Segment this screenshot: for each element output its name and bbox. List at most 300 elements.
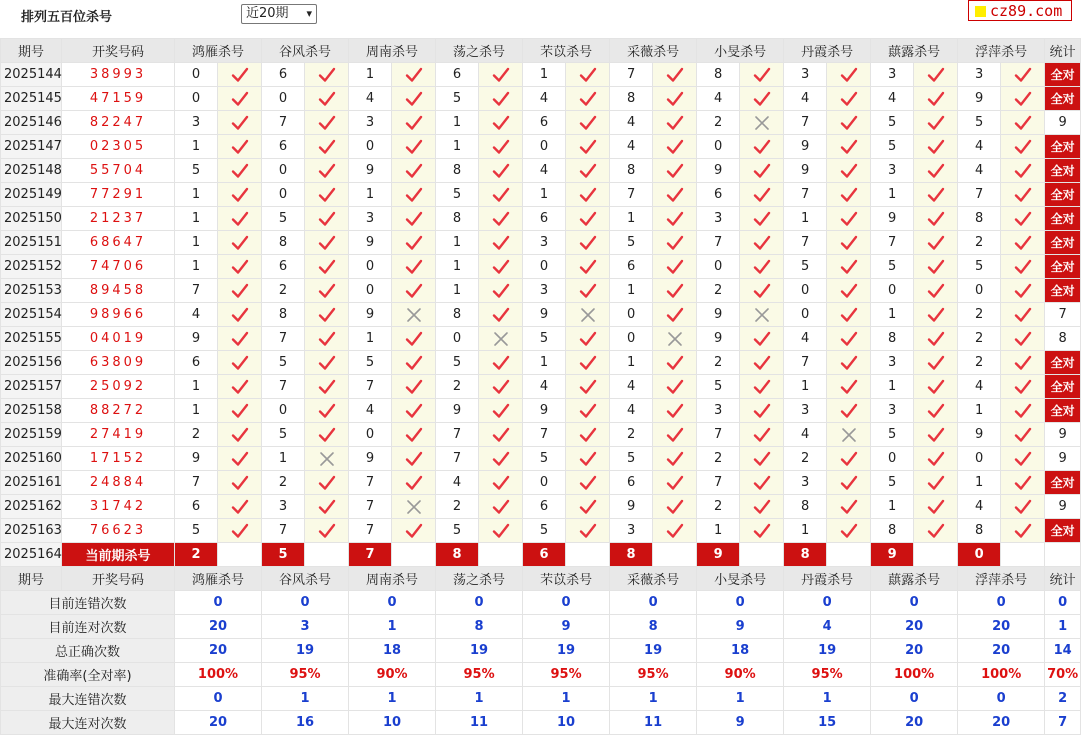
kill-number: 1 [871, 183, 914, 207]
checkmark-icon [566, 207, 610, 231]
kill-number: 4 [784, 87, 827, 111]
checkmark-icon [479, 447, 523, 471]
checkmark-icon [1001, 183, 1045, 207]
checkmark-icon [827, 399, 871, 423]
stats-row [1, 687, 1081, 711]
kill-number: 7 [175, 279, 218, 303]
stat-cell: 全对 [1045, 351, 1081, 375]
stats-value: 1 [523, 687, 610, 711]
stats-value: 100% [175, 663, 262, 687]
stats-total: 2 [1045, 687, 1081, 711]
kill-number: 4 [697, 87, 740, 111]
stats-value: 0 [262, 591, 349, 615]
current-stat-empty [1045, 543, 1081, 567]
checkmark-icon [827, 351, 871, 375]
stats-total: 70% [1045, 663, 1081, 687]
checkmark-icon [653, 303, 697, 327]
checkmark-icon [218, 399, 262, 423]
issue-cell: 2025159 [1, 423, 62, 447]
checkmark-icon [827, 183, 871, 207]
kill-number: 4 [523, 159, 566, 183]
checkmark-icon [566, 87, 610, 111]
current-empty [827, 543, 871, 567]
kill-number: 6 [523, 495, 566, 519]
checkmark-icon [1001, 135, 1045, 159]
checkmark-icon [740, 255, 784, 279]
kill-number: 2 [262, 471, 305, 495]
checkmark-icon [653, 399, 697, 423]
current-label: 当前期杀号 [62, 543, 175, 567]
issue-cell: 2025151 [1, 231, 62, 255]
stats-value: 90% [697, 663, 784, 687]
checkmark-icon [827, 111, 871, 135]
stats-value: 95% [610, 663, 697, 687]
stats-value: 0 [697, 591, 784, 615]
kill-number: 7 [349, 375, 392, 399]
draw-number: 02305 [62, 135, 175, 159]
stat-cell: 全对 [1045, 375, 1081, 399]
kill-number: 7 [262, 111, 305, 135]
stats-value: 1 [349, 615, 436, 639]
kill-number: 9 [610, 495, 653, 519]
stats-value: 1 [610, 687, 697, 711]
checkmark-icon [305, 87, 349, 111]
draw-number: 55704 [62, 159, 175, 183]
kill-number: 0 [523, 135, 566, 159]
kill-number: 1 [958, 471, 1001, 495]
checkmark-icon [653, 87, 697, 111]
kill-number: 3 [871, 63, 914, 87]
stats-value: 95% [262, 663, 349, 687]
kill-number: 1 [175, 231, 218, 255]
draw-number: 47159 [62, 87, 175, 111]
cross-icon [392, 303, 436, 327]
kill-number: 0 [610, 327, 653, 351]
checkmark-icon [914, 351, 958, 375]
header-expert-4: 芣苡杀号 [523, 39, 610, 63]
kill-number: 9 [523, 399, 566, 423]
stats-value: 20 [871, 615, 958, 639]
header-draw: 开奖号码 [62, 39, 175, 63]
checkmark-icon [1001, 63, 1045, 87]
stats-value: 18 [697, 639, 784, 663]
stat-cell: 全对 [1045, 183, 1081, 207]
checkmark-icon [827, 495, 871, 519]
cross-icon [740, 111, 784, 135]
stats-value: 1 [262, 687, 349, 711]
checkmark-icon [566, 327, 610, 351]
checkmark-icon [914, 135, 958, 159]
kill-number: 5 [436, 351, 479, 375]
kill-number: 0 [697, 135, 740, 159]
current-empty [914, 543, 958, 567]
footer-header-expert-0: 鸿雁杀号 [175, 567, 262, 591]
stats-row [1, 711, 1081, 735]
kill-number: 7 [175, 471, 218, 495]
kill-number: 7 [349, 519, 392, 543]
header-stat: 统计 [1045, 39, 1081, 63]
kill-number: 5 [349, 351, 392, 375]
kill-number: 9 [349, 303, 392, 327]
kill-number: 1 [175, 399, 218, 423]
kill-number: 3 [349, 111, 392, 135]
checkmark-icon [740, 327, 784, 351]
kill-number: 7 [784, 351, 827, 375]
issue-cell: 2025150 [1, 207, 62, 231]
issue-cell: 2025153 [1, 279, 62, 303]
checkmark-icon [740, 207, 784, 231]
stat-cell: 全对 [1045, 63, 1081, 87]
stats-value: 19 [784, 639, 871, 663]
draw-number: 76623 [62, 519, 175, 543]
kill-number: 5 [175, 519, 218, 543]
checkmark-icon [566, 495, 610, 519]
checkmark-icon [218, 303, 262, 327]
kill-number: 0 [523, 471, 566, 495]
cross-icon [479, 327, 523, 351]
kill-number: 4 [610, 375, 653, 399]
checkmark-icon [566, 447, 610, 471]
stat-cell: 7 [1045, 303, 1081, 327]
checkmark-icon [566, 423, 610, 447]
checkmark-icon [827, 159, 871, 183]
stats-value: 20 [958, 639, 1045, 663]
checkmark-icon [479, 471, 523, 495]
checkmark-icon [305, 471, 349, 495]
checkmark-icon [479, 351, 523, 375]
kill-number: 4 [610, 399, 653, 423]
current-kill: 8 [784, 543, 827, 567]
kill-number: 0 [175, 87, 218, 111]
checkmark-icon [1001, 351, 1045, 375]
checkmark-icon [479, 183, 523, 207]
draw-number: 77291 [62, 183, 175, 207]
issue-cell: 2025149 [1, 183, 62, 207]
table-row [1, 159, 1081, 183]
checkmark-icon [740, 183, 784, 207]
kill-number: 4 [958, 375, 1001, 399]
checkmark-icon [1001, 447, 1045, 471]
checkmark-icon [479, 207, 523, 231]
stats-value: 20 [871, 639, 958, 663]
checkmark-icon [218, 327, 262, 351]
checkmark-icon [914, 279, 958, 303]
table-row [1, 207, 1081, 231]
kill-number: 9 [349, 159, 392, 183]
kill-number: 9 [784, 159, 827, 183]
header-expert-1: 谷风杀号 [262, 39, 349, 63]
site-logo[interactable] [968, 0, 1072, 21]
kill-number: 4 [784, 327, 827, 351]
checkmark-icon [653, 471, 697, 495]
stat-cell: 全对 [1045, 207, 1081, 231]
kill-number: 5 [436, 183, 479, 207]
stats-label: 最大连错次数 [1, 687, 175, 711]
checkmark-icon [392, 111, 436, 135]
table-row [1, 519, 1081, 543]
issue-cell: 2025145 [1, 87, 62, 111]
kill-number: 5 [784, 255, 827, 279]
footer-header-expert-7: 丹霞杀号 [784, 567, 871, 591]
checkmark-icon [218, 255, 262, 279]
checkmark-icon [653, 279, 697, 303]
kill-number: 9 [436, 399, 479, 423]
stats-value: 1 [697, 687, 784, 711]
kill-number: 5 [871, 423, 914, 447]
checkmark-icon [479, 303, 523, 327]
kill-number: 2 [175, 423, 218, 447]
checkmark-icon [566, 63, 610, 87]
stats-value: 19 [610, 639, 697, 663]
kill-number: 6 [610, 255, 653, 279]
checkmark-icon [479, 375, 523, 399]
kill-number: 1 [175, 255, 218, 279]
stats-value: 0 [436, 591, 523, 615]
kill-number: 9 [784, 135, 827, 159]
checkmark-icon [653, 423, 697, 447]
kill-number: 1 [436, 255, 479, 279]
checkmark-icon [827, 471, 871, 495]
page-title: 排列五百位杀号 [21, 10, 113, 25]
kill-number: 4 [349, 87, 392, 111]
stats-total: 1 [1045, 615, 1081, 639]
stat-cell: 9 [1045, 447, 1081, 471]
issue-cell: 2025154 [1, 303, 62, 327]
current-empty [653, 543, 697, 567]
current-empty [218, 543, 262, 567]
issue-cell: 2025162 [1, 495, 62, 519]
kill-number: 5 [871, 111, 914, 135]
kill-number: 1 [175, 207, 218, 231]
checkmark-icon [392, 519, 436, 543]
checkmark-icon [827, 255, 871, 279]
checkmark-icon [1001, 159, 1045, 183]
kill-number: 3 [958, 63, 1001, 87]
checkmark-icon [566, 399, 610, 423]
table-row [1, 63, 1081, 87]
kill-number: 0 [610, 303, 653, 327]
checkmark-icon [392, 231, 436, 255]
kill-number: 3 [697, 207, 740, 231]
kill-number: 1 [958, 399, 1001, 423]
kill-number: 5 [523, 447, 566, 471]
checkmark-icon [827, 327, 871, 351]
checkmark-icon [479, 423, 523, 447]
kill-number: 8 [262, 303, 305, 327]
checkmark-icon [218, 135, 262, 159]
kill-number: 6 [523, 111, 566, 135]
current-kill: 6 [523, 543, 566, 567]
kill-number: 0 [871, 279, 914, 303]
checkmark-icon [305, 399, 349, 423]
kill-number: 2 [436, 495, 479, 519]
kill-number: 1 [523, 63, 566, 87]
kill-number: 1 [697, 519, 740, 543]
stat-cell: 9 [1045, 495, 1081, 519]
kill-number: 8 [436, 303, 479, 327]
kill-number: 7 [871, 231, 914, 255]
kill-number: 1 [610, 351, 653, 375]
table-row [1, 111, 1081, 135]
current-empty [1001, 543, 1045, 567]
current-empty [392, 543, 436, 567]
checkmark-icon [653, 135, 697, 159]
checkmark-icon [740, 447, 784, 471]
checkmark-icon [1001, 231, 1045, 255]
stats-total: 0 [1045, 591, 1081, 615]
kill-number: 8 [610, 87, 653, 111]
stats-value: 0 [958, 687, 1045, 711]
kill-number: 7 [610, 63, 653, 87]
checkmark-icon [566, 159, 610, 183]
stats-value: 1 [784, 687, 871, 711]
checkmark-icon [827, 87, 871, 111]
stats-value: 20 [175, 615, 262, 639]
header-expert-5: 采薇杀号 [610, 39, 697, 63]
footer-header-expert-6: 小旻杀号 [697, 567, 784, 591]
period-select[interactable] [241, 4, 317, 24]
kill-number: 8 [871, 519, 914, 543]
checkmark-icon [392, 375, 436, 399]
kill-number: 3 [784, 399, 827, 423]
checkmark-icon [218, 519, 262, 543]
checkmark-icon [305, 375, 349, 399]
checkmark-icon [827, 135, 871, 159]
cross-icon [653, 327, 697, 351]
stats-value: 1 [436, 687, 523, 711]
checkmark-icon [914, 159, 958, 183]
top-bar [0, 0, 1074, 33]
checkmark-icon [740, 519, 784, 543]
stats-total: 7 [1045, 711, 1081, 735]
kill-number: 9 [349, 447, 392, 471]
checkmark-icon [914, 303, 958, 327]
checkmark-icon [740, 231, 784, 255]
draw-number: 63809 [62, 351, 175, 375]
kill-number: 4 [610, 111, 653, 135]
stats-value: 11 [436, 711, 523, 735]
checkmark-icon [566, 135, 610, 159]
checkmark-icon [479, 135, 523, 159]
stats-value: 1 [349, 687, 436, 711]
current-kill: 8 [436, 543, 479, 567]
kill-number: 5 [871, 471, 914, 495]
table-row [1, 375, 1081, 399]
header-expert-6: 小旻杀号 [697, 39, 784, 63]
header-issue: 期号 [1, 39, 62, 63]
checkmark-icon [218, 279, 262, 303]
stat-cell: 全对 [1045, 255, 1081, 279]
kill-number: 5 [610, 231, 653, 255]
checkmark-icon [218, 111, 262, 135]
kill-number: 9 [697, 159, 740, 183]
cross-icon [392, 495, 436, 519]
kill-number: 0 [697, 255, 740, 279]
checkmark-icon [653, 351, 697, 375]
checkmark-icon [392, 135, 436, 159]
kill-number: 7 [262, 519, 305, 543]
footer-header-expert-1: 谷风杀号 [262, 567, 349, 591]
kill-number: 2 [610, 423, 653, 447]
footer-header-expert-5: 采薇杀号 [610, 567, 697, 591]
kill-number: 9 [871, 207, 914, 231]
kill-number: 9 [958, 87, 1001, 111]
checkmark-icon [218, 471, 262, 495]
checkmark-icon [653, 183, 697, 207]
kill-number: 1 [871, 303, 914, 327]
draw-number: 21237 [62, 207, 175, 231]
checkmark-icon [827, 231, 871, 255]
stats-value: 11 [610, 711, 697, 735]
kill-number: 5 [436, 519, 479, 543]
kill-number: 8 [262, 231, 305, 255]
kill-number: 4 [175, 303, 218, 327]
kill-number: 4 [958, 135, 1001, 159]
kill-number: 6 [175, 495, 218, 519]
kill-number: 1 [610, 279, 653, 303]
stats-value: 95% [523, 663, 610, 687]
checkmark-icon [305, 135, 349, 159]
kill-number: 5 [958, 255, 1001, 279]
draw-number: 24884 [62, 471, 175, 495]
checkmark-icon [1001, 423, 1045, 447]
checkmark-icon [479, 87, 523, 111]
kill-number: 2 [697, 351, 740, 375]
stats-value: 8 [610, 615, 697, 639]
kill-number: 4 [523, 375, 566, 399]
kill-number: 3 [610, 519, 653, 543]
kill-number: 7 [784, 231, 827, 255]
kill-number: 3 [784, 63, 827, 87]
checkmark-icon [305, 327, 349, 351]
stats-value: 0 [871, 687, 958, 711]
stats-value: 3 [262, 615, 349, 639]
checkmark-icon [653, 207, 697, 231]
kill-number: 2 [697, 495, 740, 519]
kill-number: 1 [436, 135, 479, 159]
checkmark-icon [479, 399, 523, 423]
stats-value: 100% [871, 663, 958, 687]
kill-number: 7 [784, 183, 827, 207]
stat-cell: 8 [1045, 327, 1081, 351]
current-kill: 7 [349, 543, 392, 567]
kill-number: 1 [523, 183, 566, 207]
kill-number: 6 [262, 135, 305, 159]
current-empty [305, 543, 349, 567]
checkmark-icon [653, 63, 697, 87]
checkmark-icon [740, 351, 784, 375]
checkmark-icon [305, 159, 349, 183]
checkmark-icon [1001, 207, 1045, 231]
checkmark-icon [566, 231, 610, 255]
checkmark-icon [305, 63, 349, 87]
issue-cell: 2025155 [1, 327, 62, 351]
checkmark-icon [740, 159, 784, 183]
table-row [1, 87, 1081, 111]
checkmark-icon [914, 447, 958, 471]
kill-number: 2 [436, 375, 479, 399]
kill-number: 7 [436, 447, 479, 471]
kill-number: 9 [697, 327, 740, 351]
kill-number: 6 [523, 207, 566, 231]
checkmark-icon [653, 231, 697, 255]
checkmark-icon [914, 375, 958, 399]
stats-value: 10 [523, 711, 610, 735]
logo-text: cz89.com [990, 2, 1063, 20]
kill-number: 2 [958, 327, 1001, 351]
table-row [1, 279, 1081, 303]
issue-cell: 2025152 [1, 255, 62, 279]
